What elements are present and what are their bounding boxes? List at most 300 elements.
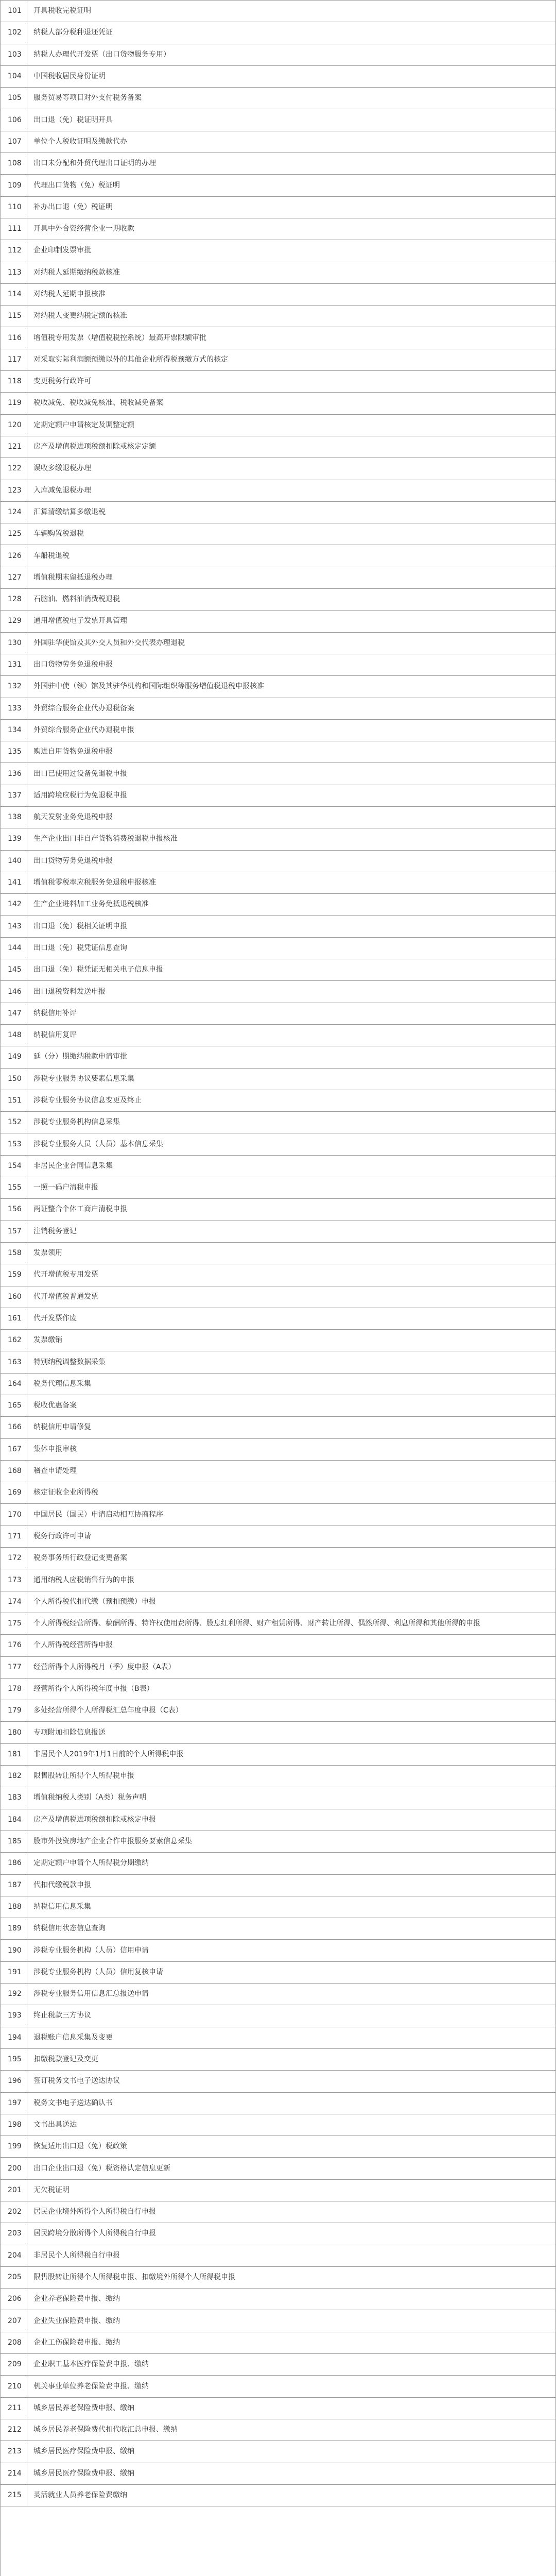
row-item-name: 代开增值税专用发票 [33,1270,98,1279]
row-item-name: 对纳税人变更纳税定额的核准 [33,312,127,320]
row-item-name: 入库减免退税办理 [33,486,91,495]
row-item-name: 定期定额户申请个人所得税分期缴纳 [33,1859,149,1868]
row-item-name: 灵活就业人员养老保险费缴纳 [33,2490,127,2499]
row-number: 120 [1,415,27,436]
row-item-name: 签订税务文书电子送达协议 [33,2077,120,2086]
table-row [1,2310,555,2332]
row-number: 104 [1,66,27,87]
table-row [1,175,555,196]
table-row [1,502,555,523]
row-item-name: 出口退税资料发送申报 [33,987,106,996]
row-number: 157 [1,1221,27,1242]
row-number: 166 [1,1417,27,1438]
row-item-name: 涉税专业服务机构信息采集 [33,1118,120,1127]
row-item-name: 稽查申请处理 [33,1467,77,1476]
row-number: 102 [1,22,27,43]
table-row [1,349,555,371]
table-row [1,785,555,807]
table-row [1,1461,555,1482]
row-item-name: 发票领用 [33,1249,62,1258]
row-number: 153 [1,1133,27,1155]
row-item-name: 城乡居民医疗保险费申报、缴纳 [33,2447,134,2456]
row-number: 124 [1,502,27,523]
table-row [1,393,555,414]
row-item-name: 适用跨境应税行为免退税申报 [33,791,127,800]
row-number: 163 [1,1351,27,1372]
row-item-name: 对纳税人延期申报核准 [33,290,106,298]
row-number: 208 [1,2332,27,2353]
row-item-name: 代理出口货物（免）税证明 [33,181,120,190]
row-item-name: 代开发票作废 [33,1314,77,1323]
row-number: 126 [1,545,27,566]
table-row [1,2027,555,2049]
table-row [1,1657,555,1679]
table-row [1,2093,555,2114]
table-row [1,153,555,175]
row-item-name: 扣缴税款登记及变更 [33,2055,98,2064]
row-number: 202 [1,2201,27,2223]
row-number: 184 [1,1809,27,1831]
row-number: 199 [1,2136,27,2157]
table-row [1,828,555,850]
table-row [1,131,555,153]
table-row [1,676,555,698]
row-number: 147 [1,1003,27,1024]
row-item-name: 涉税专业服务信用信息汇总报送申请 [33,1990,149,1998]
row-item-name: 税收减免、税收减免核准、税收减免备案 [33,399,163,408]
row-item-name: 开具税收完税证明 [33,7,91,15]
table-row [1,589,555,611]
table-row [1,1177,555,1199]
table-row [1,1962,555,1984]
row-number: 123 [1,480,27,501]
row-item-name: 车船税退税 [33,551,70,560]
row-item-name: 集体申报审核 [33,1445,77,1453]
table-row [1,2136,555,2158]
row-item-name: 核定征收企业所得税 [33,1488,98,1497]
row-number: 112 [1,240,27,261]
row-item-name: 外贸综合服务企业代办退税申报 [33,725,134,734]
row-item-name: 纳税信用复评 [33,1031,77,1040]
row-item-name: 非居民企业合同信息采集 [33,1161,113,1170]
table-row [1,2180,555,2201]
table-row [1,1831,555,1853]
table-row [1,1875,555,1896]
table-row [1,567,555,589]
row-number: 209 [1,2354,27,2375]
row-number: 168 [1,1461,27,1482]
row-item-name: 出口企业出口退（免）税资格认定信息更新 [33,2164,170,2173]
row-item-name: 出口货物劳务免退税申报 [33,660,113,669]
table-row [1,1069,555,1090]
row-item-name: 增值税专用发票（增值税税控系统）最高开票限额审批 [33,333,206,342]
row-item-name: 纳税信用补评 [33,1009,77,1018]
table-row [1,1351,555,1373]
row-number: 179 [1,1700,27,1721]
table-row [1,2114,555,2136]
row-number: 203 [1,2223,27,2244]
row-item-name: 对采取实际利润额预缴以外的其他企业所得税预缴方式的核定 [33,355,228,364]
row-number: 174 [1,1591,27,1613]
row-number: 160 [1,1286,27,1308]
table-row [1,633,555,654]
table-row [1,611,555,632]
table-row [1,851,555,872]
table-row [1,1025,555,1046]
table-row [1,1526,555,1548]
row-number: 118 [1,371,27,392]
row-number: 196 [1,2071,27,2092]
row-item-name: 出口未分配和外贸代理出口证明的办理 [33,159,156,168]
row-number: 183 [1,1787,27,1808]
table-row [1,240,555,262]
row-item-name: 涉税专业服务协议要素信息采集 [33,1074,134,1083]
table-row [1,1374,555,1395]
row-number: 113 [1,262,27,283]
table-row [1,2354,555,2376]
row-number: 152 [1,1112,27,1133]
row-item-name: 税收优惠备案 [33,1401,77,1410]
row-item-name: 企业失业保险费申报、缴纳 [33,2316,120,2325]
row-number: 167 [1,1439,27,1460]
row-number: 116 [1,327,27,348]
table-row [1,306,555,327]
table-row [1,44,555,66]
row-number: 136 [1,763,27,784]
row-number: 206 [1,2289,27,2310]
table-row [1,1591,555,1613]
row-number: 204 [1,2245,27,2266]
table-row [1,720,555,741]
table-row [1,959,555,981]
row-item-name: 外贸综合服务企业代办退税备案 [33,704,134,713]
row-number: 106 [1,109,27,130]
row-item-name: 限售股转让所得个人所得税申报、扣缴境外所得个人所得税申报 [33,2273,235,2282]
row-item-name: 经营所得个人所得税月（季）度申报（A表） [33,1663,176,1671]
row-number: 164 [1,1374,27,1395]
row-item-name: 多处经营所得个人所得税汇总年度申报（C表） [33,1706,183,1715]
row-item-name: 个人所得税经营所得申报 [33,1641,113,1650]
row-number: 158 [1,1243,27,1264]
table-row [1,415,555,436]
row-item-name: 生产企业进料加工业务免抵退税核准 [33,900,149,909]
row-number: 127 [1,567,27,588]
table-row [1,1482,555,1504]
row-item-name: 汇算清缴结算多缴退税 [33,507,106,516]
table-row [1,2463,555,2485]
table-row [1,1133,555,1155]
table-row [1,763,555,785]
table-row [1,1112,555,1133]
row-number: 134 [1,720,27,741]
row-item-name: 居民跨境分散所得个人所得税自行申报 [33,2229,156,2238]
table-row [1,1003,555,1025]
row-item-name: 增值税期末留抵退税办理 [33,573,113,582]
table-row [1,2245,555,2267]
row-number: 154 [1,1156,27,1177]
row-number: 111 [1,218,27,240]
row-number: 185 [1,1831,27,1852]
row-item-name: 补办出口退（免）税证明 [33,202,113,211]
table-row [1,1984,555,2005]
row-item-name: 涉税专业服务协议信息变更及终止 [33,1096,142,1105]
row-item-name: 税务行政许可申请 [33,1532,91,1540]
row-number: 108 [1,153,27,174]
table-row [1,1330,555,1351]
table-row [1,22,555,44]
row-item-name: 两证整合个体工商户清税申报 [33,1205,127,1214]
row-item-name: 城乡居民养老保险费申报、缴纳 [33,2403,134,2412]
row-number: 191 [1,1962,27,1983]
table-row [1,741,555,763]
row-item-name: 限售股转让所得个人所得税申报 [33,1772,134,1781]
table-row [1,1548,555,1569]
row-number: 110 [1,197,27,218]
row-item-name: 企业养老保险费申报、缴纳 [33,2295,120,2303]
table-row [1,2419,555,2441]
table-row [1,327,555,349]
row-number: 143 [1,916,27,937]
row-number: 193 [1,2005,27,2026]
row-item-name: 税务文书电子送达确认书 [33,2098,113,2107]
row-number: 180 [1,1722,27,1743]
table-row [1,284,555,306]
row-item-name: 购进自用货物免退税申报 [33,748,113,756]
row-item-name: 恢复适用出口退（免）税政策 [33,2142,127,2151]
row-number: 212 [1,2419,27,2441]
table-row [1,480,555,502]
table-row [1,1,555,22]
table-row [1,1635,555,1656]
row-item-name: 经营所得个人所得税年度申报（B表） [33,1685,154,1693]
row-item-name: 一照一码户清税申报 [33,1183,98,1192]
table-row [1,218,555,240]
row-number: 207 [1,2310,27,2331]
row-item-name: 对纳税人延期缴纳税款核准 [33,268,120,277]
row-number: 172 [1,1548,27,1569]
row-item-name: 房产及增值税进项税额扣除或核定申报 [33,1815,156,1824]
table-row [1,1199,555,1221]
table-row [1,1090,555,1112]
table-row [1,1046,555,1068]
row-number: 131 [1,654,27,675]
table-row [1,916,555,937]
table-row [1,1395,555,1417]
table-row [1,262,555,284]
row-number: 188 [1,1896,27,1918]
row-item-name: 定期定额户申请核定及调整定额 [33,420,134,429]
table-row [1,1679,555,1700]
row-number: 133 [1,698,27,719]
row-number: 138 [1,807,27,828]
table-row [1,1221,555,1243]
row-number: 121 [1,436,27,457]
table-row [1,197,555,218]
row-number: 182 [1,1766,27,1787]
row-item-name: 车辆购置税退税 [33,530,84,538]
table-row [1,654,555,676]
row-number: 142 [1,894,27,915]
row-item-name: 文书出具送达 [33,2120,77,2129]
table-row [1,938,555,959]
row-number: 194 [1,2027,27,2048]
row-number: 215 [1,2485,27,2506]
table-row [1,88,555,109]
table-row [1,1787,555,1809]
row-number: 105 [1,88,27,109]
row-item-name: 出口退（免）税凭证无相关电子信息申报 [33,965,163,974]
table-row [1,1940,555,1961]
table-row [1,371,555,393]
table-row [1,1613,555,1635]
row-number: 155 [1,1177,27,1198]
row-number: 197 [1,2093,27,2114]
row-item-name: 外国驻华使馆及其外交人员和外交代表办理退税 [33,638,185,647]
table-row [1,2201,555,2223]
row-item-name: 误收多缴退税办理 [33,464,91,473]
row-item-name: 中国税收居民身份证明 [33,72,106,81]
table-row [1,1286,555,1308]
row-item-name: 出口货物劳务免退税申报 [33,856,113,865]
row-item-name: 无欠税证明 [33,2185,70,2194]
table-row [1,1569,555,1591]
row-number: 178 [1,1679,27,1700]
row-number: 141 [1,872,27,893]
row-number: 132 [1,676,27,697]
row-number: 130 [1,633,27,654]
row-number: 144 [1,938,27,959]
row-item-name: 代扣代缴税款申报 [33,1880,91,1889]
row-item-name: 纳税人办理代开发票（出口货物服务专用） [33,50,170,59]
row-number: 201 [1,2180,27,2201]
row-number: 200 [1,2158,27,2179]
row-item-name: 房产及增值税进项税额扣除或核定定额 [33,443,156,451]
table-row [1,523,555,545]
row-item-name: 通用纳税人应税销售行为的申报 [33,1575,134,1584]
row-number: 101 [1,1,27,22]
row-item-name: 纳税信用申请修复 [33,1423,91,1432]
table-row [1,1766,555,1787]
table-row [1,2071,555,2092]
row-item-name: 涉税专业服务机构（人员）信用申请 [33,1946,149,1955]
table-row [1,1853,555,1874]
table-row [1,2398,555,2419]
row-item-name: 个人所得税代扣代缴（预扣预缴）申报 [33,1597,156,1606]
table-row [1,458,555,480]
row-item-name: 机关事业单位养老保险费申报、缴纳 [33,2382,149,2391]
row-item-name: 企业印制发票审批 [33,246,91,255]
row-number: 114 [1,284,27,305]
row-item-name: 航天发射业务免退税申报 [33,813,113,822]
table-row [1,1439,555,1461]
table-row [1,436,555,458]
row-number: 161 [1,1308,27,1329]
row-number: 187 [1,1875,27,1896]
table-row [1,1700,555,1722]
row-number: 146 [1,981,27,1002]
row-number: 171 [1,1526,27,1547]
table-row [1,2441,555,2463]
row-number: 103 [1,44,27,65]
row-item-name: 纳税信用状态信息查询 [33,1924,106,1933]
row-item-name: 税务事务所行政登记变更备案 [33,1554,127,1563]
row-number: 165 [1,1395,27,1416]
row-item-name: 出口已使用过设备免退税申报 [33,769,127,778]
row-number: 195 [1,2049,27,2070]
row-item-name: 中国居民（国民）申请启动相互协商程序 [33,1510,163,1519]
table-row [1,2267,555,2289]
table-row [1,2223,555,2245]
table-row [1,698,555,720]
row-item-name: 居民企业境外所得个人所得税自行申报 [33,2208,156,2216]
row-number: 198 [1,2114,27,2136]
row-item-name: 增值税零税率应税服务免退税申报核准 [33,878,156,887]
table-row [1,2049,555,2071]
row-number: 128 [1,589,27,610]
table-row [1,1504,555,1526]
row-number: 107 [1,131,27,152]
row-number: 149 [1,1046,27,1067]
row-number: 189 [1,1918,27,1939]
table-row [1,894,555,916]
row-number: 205 [1,2267,27,2288]
row-item-name: 生产企业出口非自产货物消费税退税申报核准 [33,835,178,843]
row-item-name: 发票缴销 [33,1336,62,1345]
table-row [1,1896,555,1918]
row-number: 186 [1,1853,27,1874]
row-item-name: 纳税人部分税种退还凭证 [33,28,113,37]
row-item-name: 单位个人税收证明及缴款代办 [33,137,127,146]
row-item-name: 出口退（免）税凭证信息查询 [33,943,127,952]
row-number: 148 [1,1025,27,1046]
row-number: 129 [1,611,27,632]
row-number: 122 [1,458,27,479]
table-row [1,981,555,1003]
row-item-name: 涉税专业服务机构（人员）信用复核申请 [33,1968,163,1976]
row-number: 145 [1,959,27,980]
row-number: 125 [1,523,27,545]
row-number: 151 [1,1090,27,1111]
row-number: 159 [1,1264,27,1285]
row-item-name: 非居民个人2019年1月1日前的个人所得税申报 [33,1750,184,1758]
table-row [1,2376,555,2397]
table-row [1,1809,555,1831]
table-row [1,2005,555,2027]
row-item-name: 石脑油、燃料油消费税退税 [33,595,120,604]
row-number: 150 [1,1069,27,1090]
row-item-name: 注销税务登记 [33,1227,77,1235]
row-number: 175 [1,1613,27,1634]
row-item-name: 城乡居民医疗保险费申报、缴纳 [33,2469,134,2478]
row-item-name: 出口退（免）税相关证明申报 [33,922,127,930]
row-number: 117 [1,349,27,370]
table-row [1,1156,555,1177]
row-number: 109 [1,175,27,196]
row-item-name: 个人所得税经营所得、稿酬所得、特许权使用费所得、股息红利所得、财产租赁所得、财产转让所得、偶然所得、利息所得和其他所得的申报 [33,1619,480,1628]
row-number: 176 [1,1635,27,1656]
row-item-name: 税务代理信息采集 [33,1379,91,1388]
row-item-name: 延（分）期缴纳税款申请审批 [33,1053,127,1061]
row-item-name: 开具中外合资经营企业一期收款 [33,225,134,233]
table-row [1,872,555,894]
row-number: 156 [1,1199,27,1220]
row-item-name: 终止税款三方协议 [33,2011,91,2020]
table-row [1,2332,555,2354]
table-row [1,545,555,567]
row-item-name: 退税账户信息采集及变更 [33,2033,113,2042]
row-item-name: 出口退（免）税证明开具 [33,115,113,124]
row-number: 181 [1,1744,27,1765]
